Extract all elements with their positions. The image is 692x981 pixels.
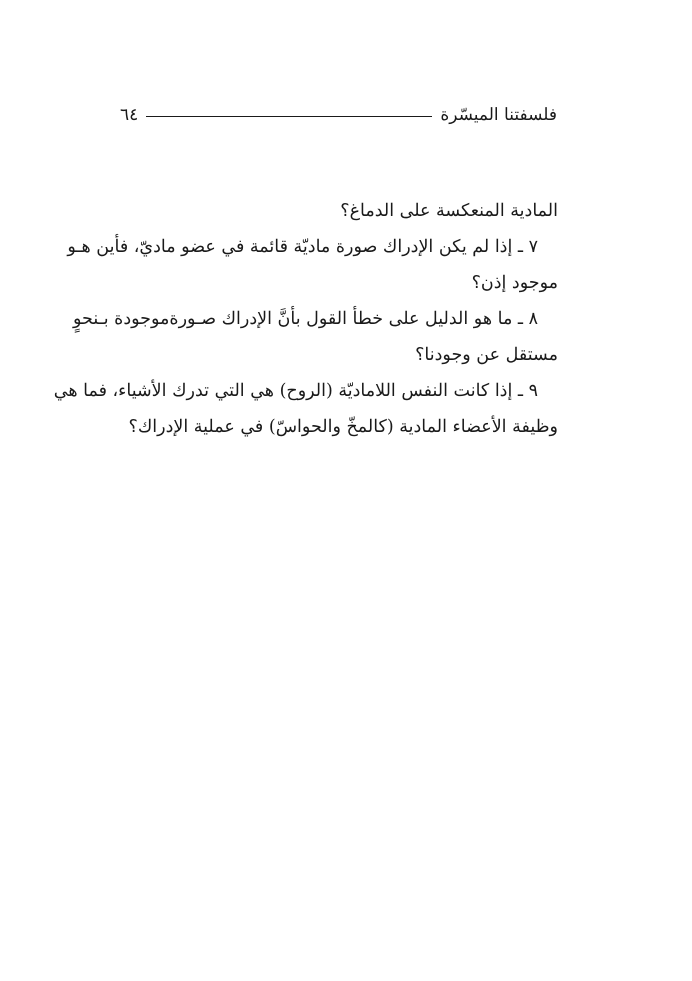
page-number: ٦٤	[120, 105, 139, 125]
question-9-line-2: وظيفة الأعضاء المادية (كالمخّ والحواسّ) في عملية الإدراك؟	[128, 417, 558, 437]
question-9-line-1: ٩ ـ إذا كانت النفس اللاماديّة (الروح) هي التي تدرك الأشياء، فما هي	[53, 381, 538, 401]
question-list	[53, 193, 558, 445]
question-7-line-2: موجود إذن؟	[471, 273, 558, 293]
book-title: فلسفتنا الميسّرة	[440, 105, 557, 125]
running-header	[120, 100, 557, 130]
question-6-continuation: المادية المنعكسة على الدماغ؟	[340, 201, 558, 221]
question-7-line-1: ٧ ـ إذا لم يكن الإدراك صورة ماديّة قائمة في عضو ماديّ، فأين هـو	[67, 237, 538, 257]
question-8-line-1: ٨ ـ ما هو الدليل على خطأ القول بأنَّ الإدراك صـورةموجودة بـنحوٍ	[73, 309, 538, 329]
header-rule	[146, 116, 432, 117]
question-8-line-2: مستقل عن وجودنا؟	[415, 345, 558, 365]
